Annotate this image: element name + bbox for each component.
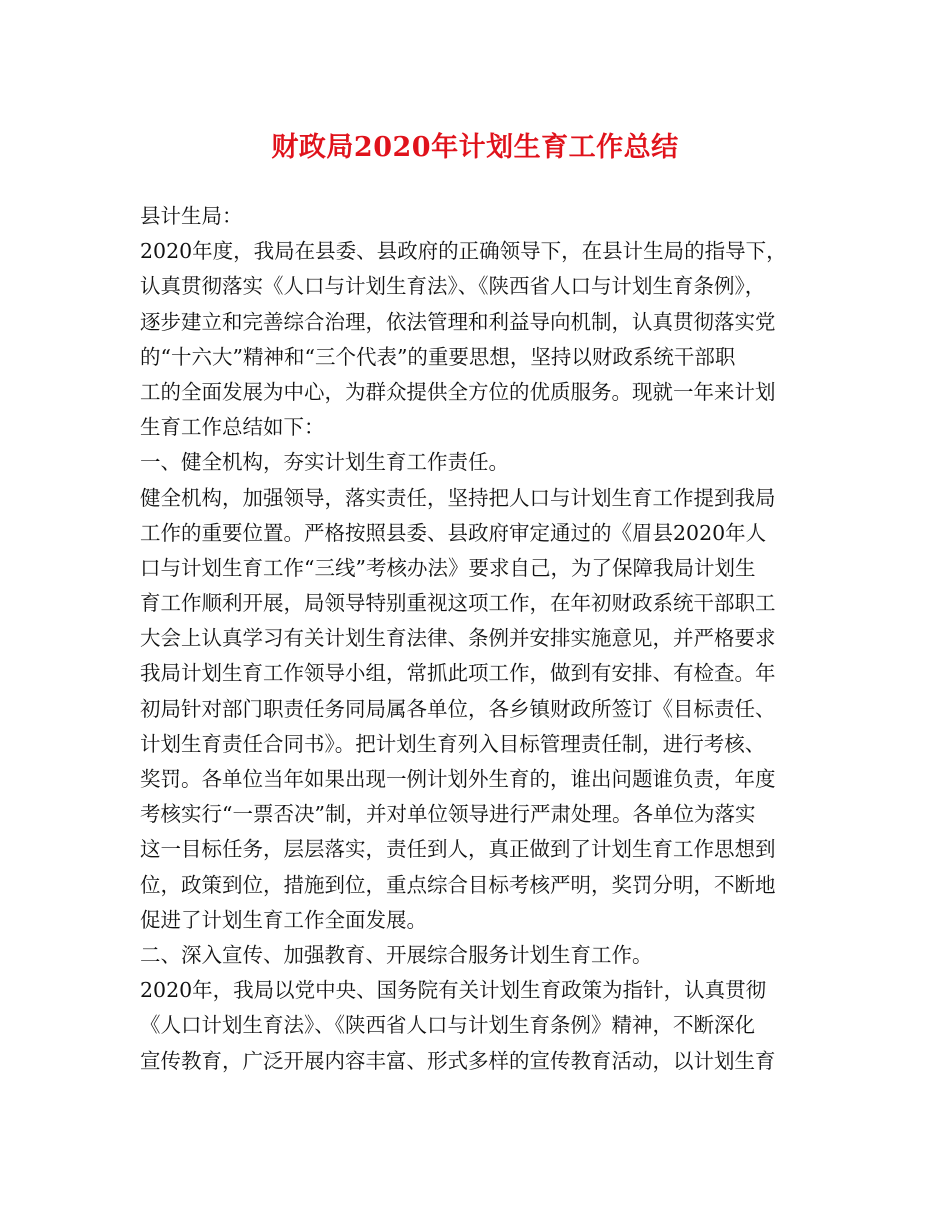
document-line: 大会上认真学习有关计划生育法律、条例并安排实施意见，并严格要求 [140, 626, 776, 651]
document-line: 计划生育责任合同书》。把计划生育列入目标管理责任制，进行考核、 [140, 731, 766, 756]
document-line: 口与计划生育工作“三线”考核办法》要求自己，为了保障我局计划生 [140, 555, 756, 580]
document-line: 我局计划生育工作领导小组，常抓此项工作，做到有安排、有检查。年 [140, 661, 776, 686]
document-line: 工的全面发展为中心，为群众提供全方位的优质服务。现就一年来计划 [140, 379, 776, 404]
document-line: 健全机构，加强领导，落实责任，坚持把人口与计划生育工作提到我局 [140, 485, 776, 510]
document-line: 2020年度，我局在县委、县政府的正确领导下，在县计生局的指导下， [140, 239, 787, 264]
document-line: 的“十六大”精神和“三个代表”的重要思想，坚持以财政系统干部职 [140, 344, 736, 369]
document-line: 促进了计划生育工作全面发展。 [140, 907, 427, 932]
document-line: 奖罚。各单位当年如果出现一例计划外生育的，谁出问题谁负责，年度 [140, 767, 776, 791]
document-line: 逐步建立和完善综合治理，依法管理和利益导向机制，认真贯彻落实党 [140, 309, 776, 334]
document-line: 工作的重要位置。严格按照县委、县政府审定通过的《眉县2020年人 [140, 520, 767, 545]
document-title: 财政局2020年计划生育工作总结 [271, 132, 679, 163]
document-line: 2020年，我局以党中央、国务院有关计划生育政策为指针，认真贯彻 [140, 978, 767, 1003]
document-line: 《人口计划生育法》、《陕西省人口与计划生育条例》精神，不断深化 [140, 1013, 755, 1038]
document-line: 一、健全机构，夯实计划生育工作责任。 [140, 450, 509, 475]
document-line: 位，政策到位，措施到位，重点综合目标考核严明，奖罚分明，不断地 [140, 872, 776, 897]
document-line: 宣传教育，广泛开展内容丰富、形式多样的宣传教育活动，以计划生育 [140, 1048, 776, 1073]
document-line: 二、深入宣传、加强教育、开展综合服务计划生育工作。 [140, 942, 653, 967]
document-line: 生育工作总结如下： [140, 415, 325, 440]
document-line: 认真贯彻落实《人口与计划生育法》、《陕西省人口与计划生育条例》， [140, 274, 766, 299]
document-line: 县计生局： [140, 204, 243, 228]
document-line: 这一目标任务，层层落实，责任到人，真正做到了计划生育工作思想到 [140, 837, 776, 862]
document-body [140, 199, 830, 1079]
document-line: 育工作顺利开展，局领导特别重视这项工作，在年初财政系统干部职工 [140, 591, 776, 616]
document-line: 考核实行“一票否决”制，并对单位领导进行严肃处理。各单位为落实 [140, 802, 756, 827]
document-line: 初局针对部门职责任务同局属各单位，各乡镇财政所签订《目标责任、 [140, 696, 776, 721]
